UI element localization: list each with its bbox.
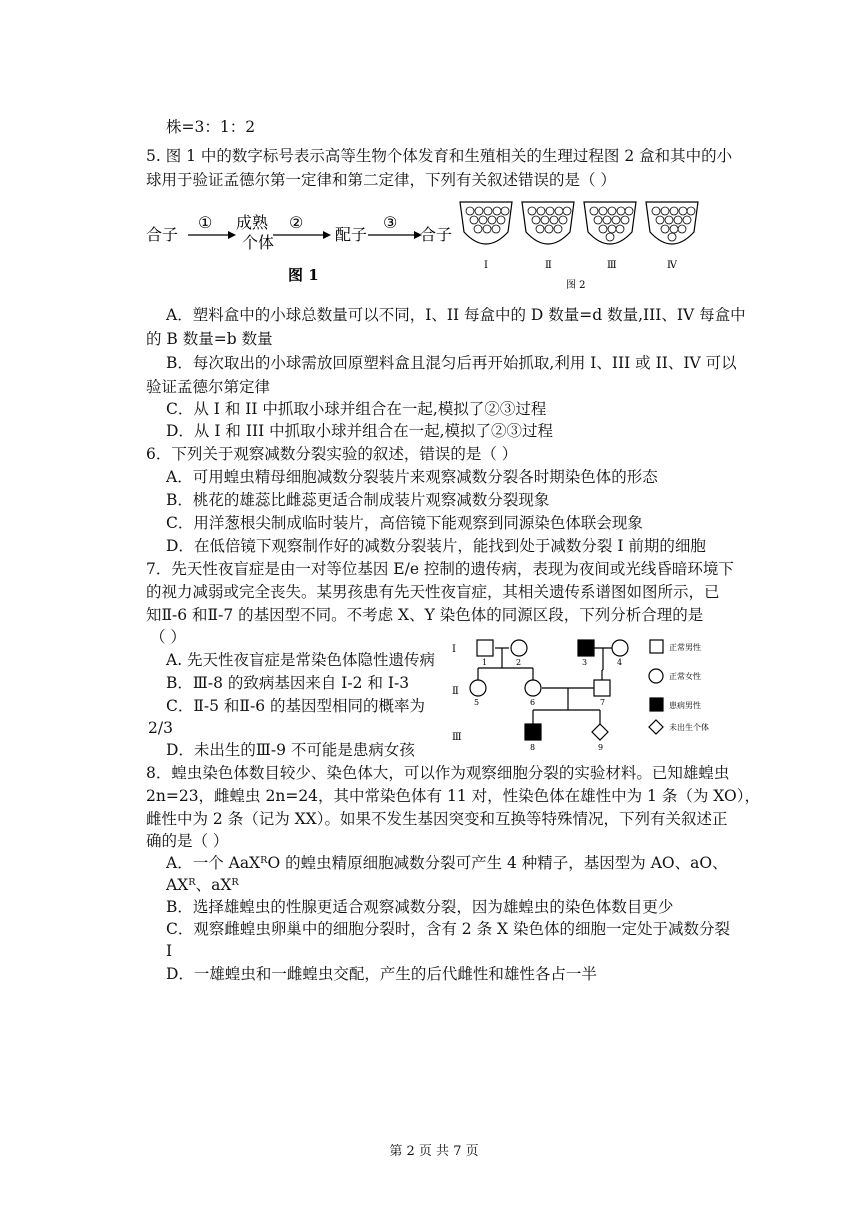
box-3 — [584, 202, 636, 271]
svg-text:6: 6 — [530, 698, 536, 707]
svg-text:5: 5 — [474, 698, 480, 707]
q8-stem-1: 8．蝗虫染色体数目较少、染色体大，可以作为观察细胞分裂的实验材料。已知雄蝗虫 — [146, 764, 730, 782]
q5-option-a-1: A．塑料盒中的小球总数量可以不同，I、II 每盒中的 D 数量=d 数量,III、IV 每盒中 — [166, 306, 746, 324]
box-1 — [460, 202, 512, 271]
figure-2-boxes — [452, 196, 712, 296]
q5-stem-1: 5. 图 1 中的数字标号表示高等生物个体发育和生殖相关的生理过程图 2 盒和其中的小 — [146, 147, 733, 165]
q8-option-a-1: A．一个 AaXᴿO 的蝗虫精原细胞减数分裂可产生 4 种精子，基因型为 AO、aO、 — [166, 854, 728, 872]
top-line: 株=3：1：2 — [166, 118, 256, 136]
q8-stem-3: 雌性中为 2 条（记为 XX）。如果不发生基因突变和互换等特殊情况，下列有关叙述正 — [146, 810, 728, 828]
gen-label-2: Ⅱ — [452, 686, 459, 697]
q7-stem-2: 的视力减弱或完全丧失。某男孩患有先天性夜盲症，其相关遗传系谱图如图所示，已 — [146, 583, 720, 601]
q7-option-c-2: 2/3 — [148, 719, 173, 737]
q6-option-a: A．可用蝗虫精母细胞减数分裂装片来观察减数分裂各时期染色体的形态 — [166, 468, 658, 486]
svg-text:患病男性: 患病男性 — [669, 701, 701, 710]
q8-option-c-1: C．观察雌蝗虫卵巢中的细胞分裂时，含有 2 条 X 染色体的细胞一定处于减数分裂 — [166, 920, 730, 938]
box-3-label: Ⅲ — [607, 260, 617, 271]
page-footer: 第 2 页 共 7 页 — [389, 1144, 479, 1159]
q6-option-b: B．桃花的雄蕊比雌蕊更适合制成装片观察减数分裂现象 — [166, 491, 550, 509]
q5-option-d: D．从 I 和 III 中抓取小球并组合在一起,模拟了②③过程 — [166, 422, 554, 440]
fig1-caption: 图 1 — [288, 266, 319, 284]
svg-text:正常男性: 正常男性 — [669, 643, 701, 652]
box-2 — [522, 202, 574, 271]
q5-option-c: C．从 I 和 II 中抓取小球并组合在一起,模拟了②③过程 — [166, 400, 547, 418]
q8-option-d: D．一雄蝗虫和一雌蝗虫交配，产生的后代雌性和雄性各占一半 — [166, 965, 597, 983]
svg-text:4: 4 — [617, 658, 623, 667]
q8-option-b: B．选择雄蝗虫的性腺更适合观察减数分裂，因为雄蝗虫的染色体数目更少 — [166, 898, 674, 916]
q7-stem-3: 知Ⅱ-6 和Ⅱ-7 的基因型不同。不考虑 X、Y 染色体的同源区段，下列分析合理的是 — [146, 606, 704, 624]
svg-text:2: 2 — [516, 658, 522, 667]
svg-text:正常女性: 正常女性 — [669, 672, 701, 681]
svg-text:9: 9 — [598, 743, 604, 752]
fig1-mature-1: 成熟 — [236, 213, 269, 232]
fig1-step-3: ③ — [383, 213, 398, 232]
figure-1-process-diagram — [146, 200, 453, 290]
fig2-caption: 图 2 — [566, 280, 586, 291]
q5-stem-2: 球用于验证孟德尔第一定律和第二定律，下列有关叙述错误的是（ ） — [146, 171, 616, 189]
fig1-step-2: ② — [289, 213, 304, 232]
q5-option-a-2: 的 B 数量=b 数量 — [146, 330, 273, 348]
box-4-label: Ⅳ — [667, 260, 677, 271]
svg-text:1: 1 — [482, 658, 488, 667]
q8-option-a-2: AXᴿ、aXᴿ — [166, 876, 239, 894]
fig1-mature-2: 个体 — [242, 233, 275, 252]
svg-text:未出生个体: 未出生个体 — [669, 723, 709, 732]
fig1-zygote-1: 合子 — [146, 225, 179, 244]
fig1-step-1: ① — [198, 213, 213, 232]
q6-option-d: D．在低倍镜下观察制作好的减数分裂装片，能找到处于减数分裂 Ⅰ 前期的细胞 — [166, 537, 706, 555]
box-1-label: Ⅰ — [484, 260, 488, 271]
pedigree-chart — [448, 632, 738, 758]
q5-option-b-2: 验证孟德尔第定律 — [146, 378, 271, 396]
q7-stem-4: （ ） — [150, 628, 186, 646]
fig1-zygote-2: 合子 — [420, 225, 453, 244]
box-2-label: Ⅱ — [545, 260, 552, 271]
q8-option-c-2: Ⅰ — [166, 942, 173, 960]
fig1-gamete: 配子 — [335, 225, 368, 244]
svg-text:3: 3 — [582, 658, 588, 667]
q7-option-b: B．Ⅲ-8 的致病基因来自 I-2 和 I-3 — [166, 674, 410, 692]
svg-text:7: 7 — [600, 698, 606, 707]
gen-label-3: Ⅲ — [452, 732, 462, 743]
pedigree-legend — [649, 640, 709, 734]
q8-stem-2: 2n=23，雌蝗虫 2n=24，其中常染色体有 11 对，性染色体在雄性中为 1 条（为 XO）， — [146, 787, 760, 805]
q6-stem: 6．下列关于观察减数分裂实验的叙述，错误的是（ ） — [146, 445, 518, 463]
gen-label-1: Ⅰ — [452, 644, 456, 655]
q8-stem-4: 确的是（ ） — [146, 832, 229, 850]
q7-stem-1: 7．先天性夜盲症是由一对等位基因 E/e 控制的遗传病，表现为夜间或光线昏暗环境下 — [146, 560, 734, 578]
q7-option-d: D．未出生的Ⅲ-9 不可能是患病女孩 — [166, 741, 415, 759]
box-4 — [646, 202, 698, 271]
q5-option-b-1: B．每次取出的小球需放回原塑料盒且混匀后再开始抓取,利用 I、III 或 II、IV 可以 — [166, 354, 737, 372]
q6-option-c: C．用洋葱根尖制成临时装片，高倍镜下能观察到同源染色体联会现象 — [166, 514, 643, 532]
q7-option-c-1: C．Ⅱ-5 和Ⅱ-6 的基因型相同的概率为 — [166, 697, 425, 715]
q7-option-a: A. 先天性夜盲症是常染色体隐性遗传病 — [166, 651, 436, 669]
svg-text:8: 8 — [530, 743, 536, 752]
